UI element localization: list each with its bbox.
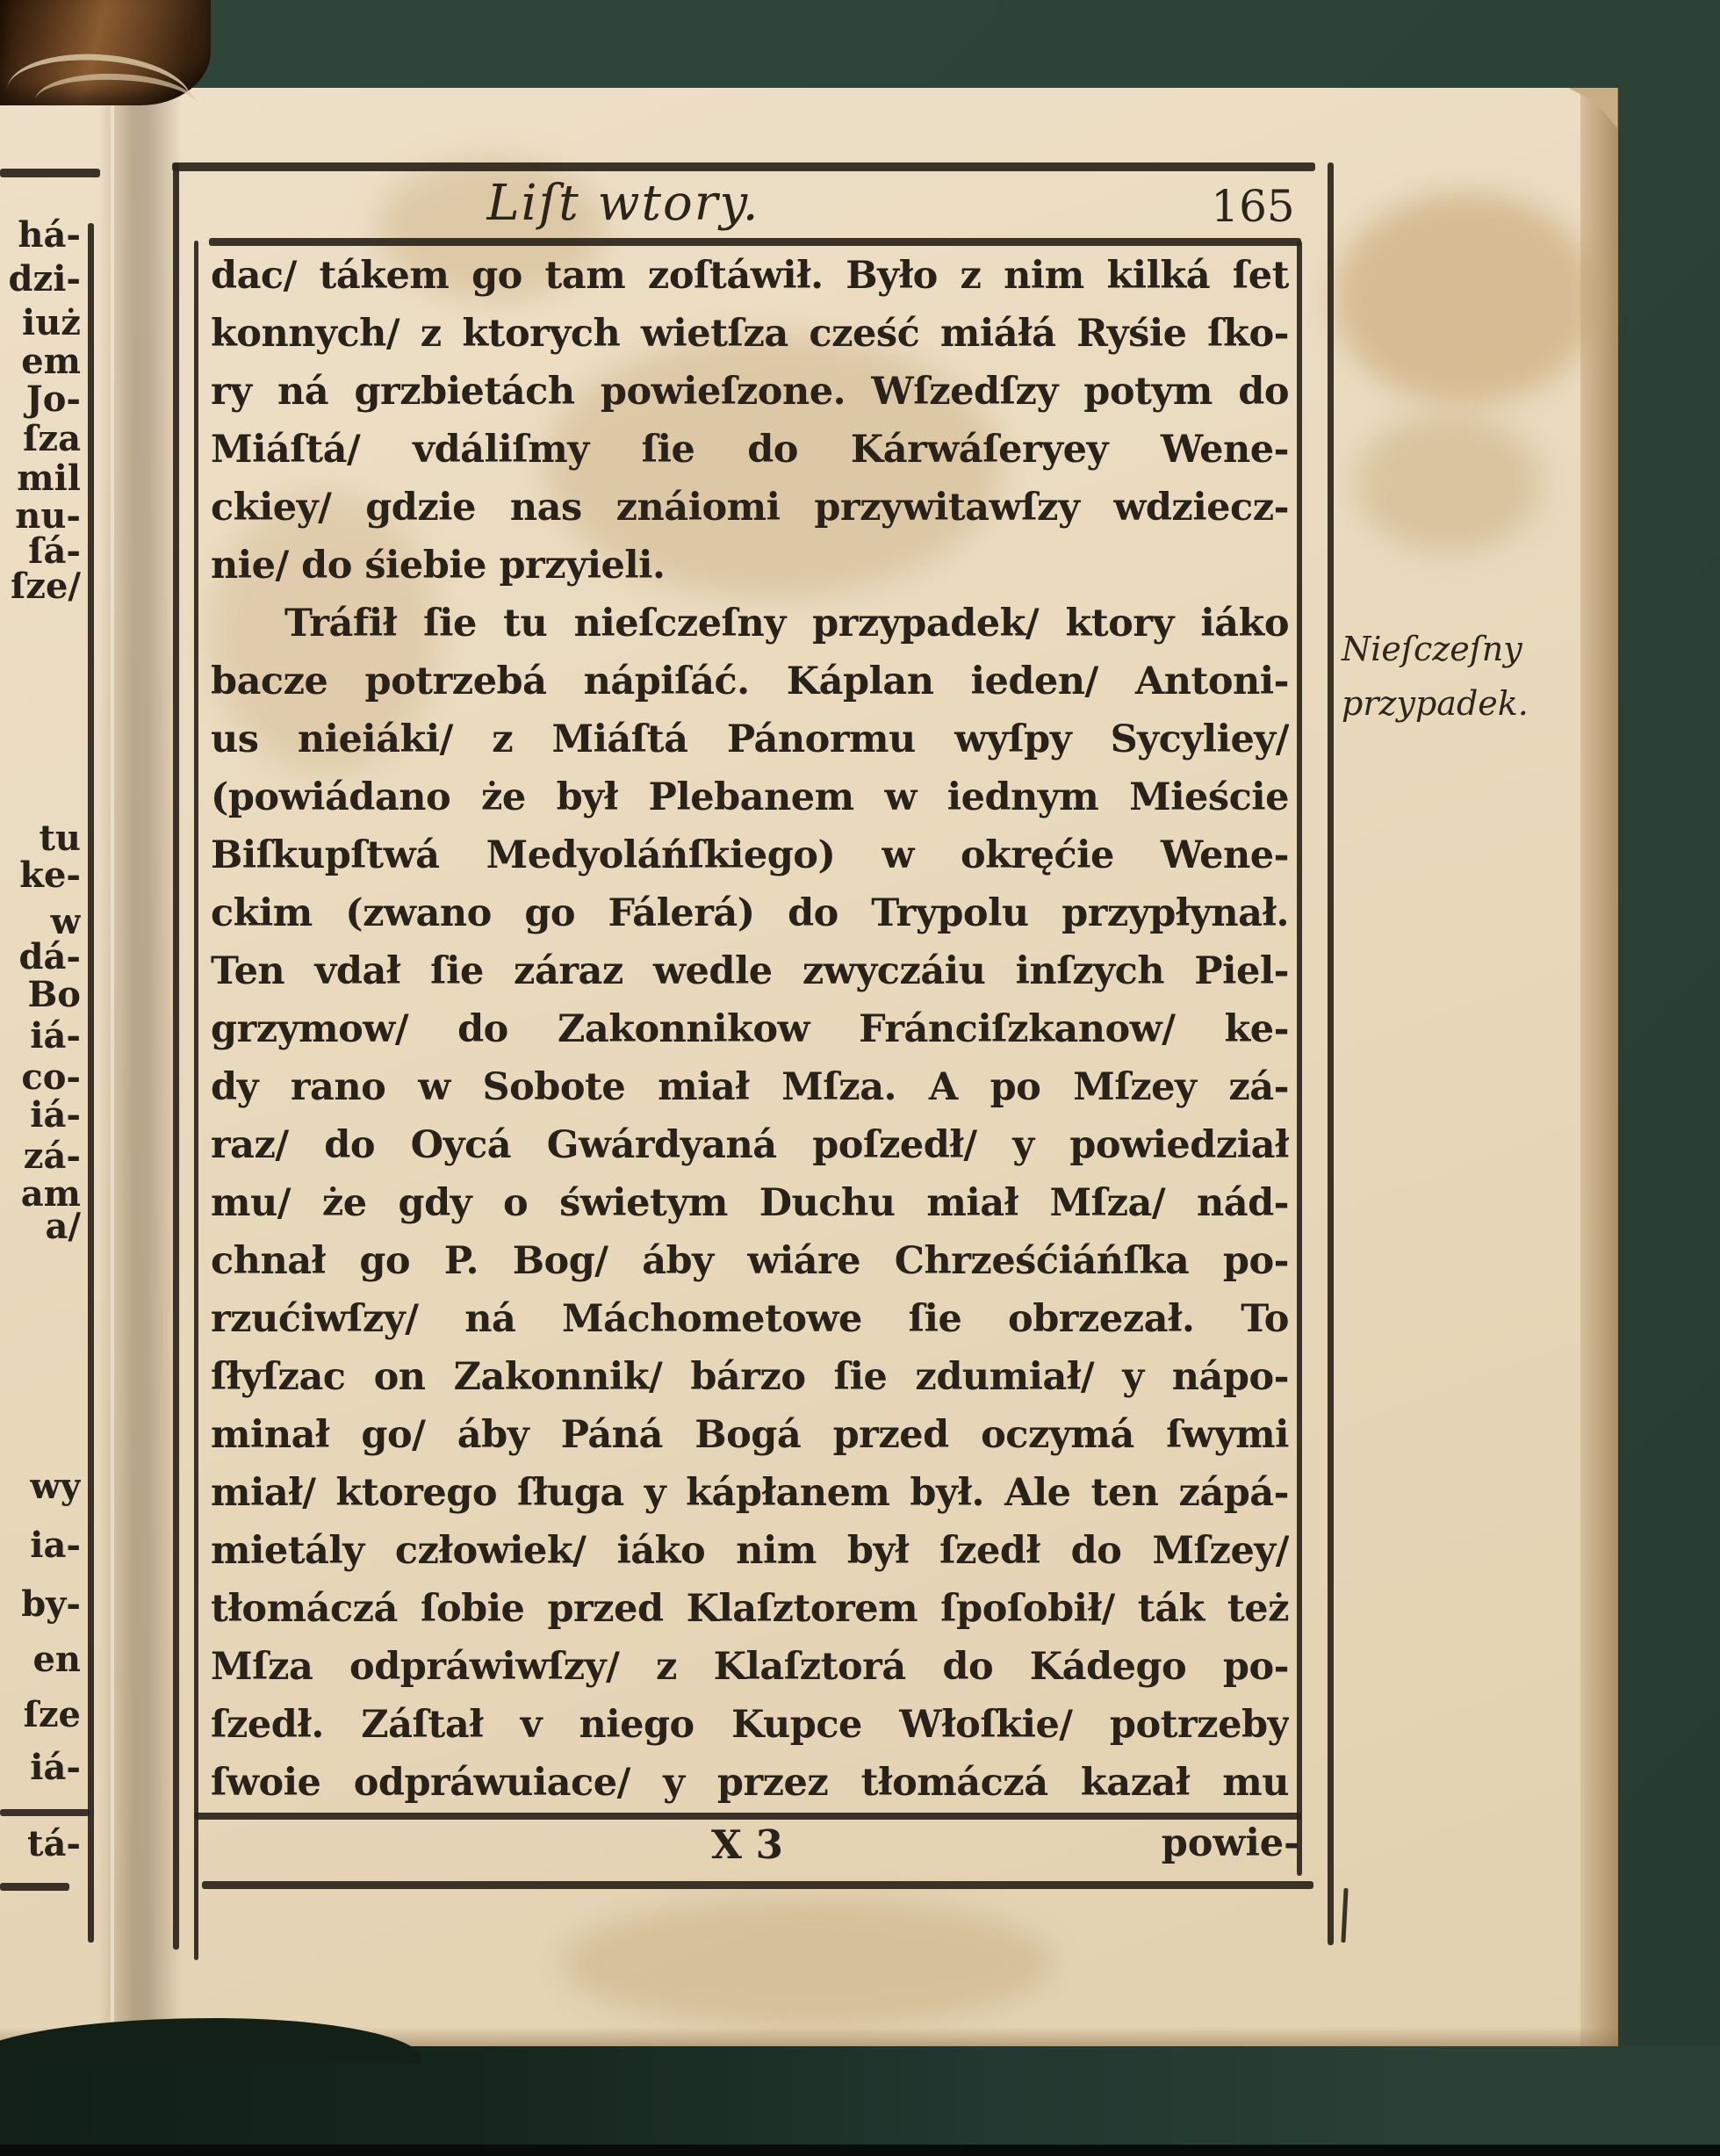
left-page-catchword: tá- xyxy=(27,1823,81,1864)
left-page-bottom-rule xyxy=(0,1809,90,1816)
left-page-fragment: wy xyxy=(30,1466,81,1507)
running-title: Liſt wtory. xyxy=(486,175,760,232)
left-page-fragment: ſza xyxy=(23,418,81,459)
left-page-fragment: ke- xyxy=(19,854,81,896)
body-line: Biſkupſtwá Medyoláńſkiego) w okręćie Wene- xyxy=(211,833,1289,877)
frame-left-outer-rule xyxy=(173,162,179,1950)
body-line: ſłyſzac on Zakonnik/ bárzo ſie zdumiał/ y nápo- xyxy=(211,1355,1289,1399)
left-page-top-rule xyxy=(0,169,100,177)
body-line: rzućiwſzy/ ná Máchometowe ſie obrzezał. To xyxy=(211,1297,1289,1341)
body-line: Miáſtá/ vdáliſmy ſie do Kárwáſeryey Wene- xyxy=(211,428,1289,472)
body-line: chnał go P. Bog/ áby wiáre Chrześćiáńſka po- xyxy=(211,1239,1289,1283)
left-page-fragment: há- xyxy=(18,214,81,256)
left-page-fragment: am xyxy=(20,1173,81,1215)
body-line: miał/ ktorego ſługa y kápłanem był. Ale ten zápá- xyxy=(211,1471,1289,1515)
body-line: us nieiáki/ z Miáſtá Pánormu wyſpy Sycyliey/ xyxy=(211,717,1289,761)
body-line: dac/ tákem go tam zoſtáwił. Było z nim kilká ſet xyxy=(211,254,1289,298)
left-page-fragment: mil xyxy=(17,458,81,499)
left-page-fragment: dzi- xyxy=(8,258,81,299)
left-page-fragment: a/ xyxy=(45,1206,81,1247)
body-line: Tráfił ſie tu nieſczeſny przypadek/ ktory iáko xyxy=(284,602,1289,645)
frame-bottom-rule xyxy=(202,1881,1313,1889)
left-page-fragment: en xyxy=(32,1639,81,1680)
body-line: Mſza odpráwiwſzy/ z Klaſztorá do Kádego po- xyxy=(211,1645,1289,1689)
left-page-fragment: iá- xyxy=(30,1747,81,1788)
body-line: konnych/ z ktorych wietſza cześć miáłá Ryśie ſko- xyxy=(211,312,1289,356)
left-page-fragment: co- xyxy=(21,1056,81,1098)
body-line: grzymow/ do Zakonnikow Fránciſzkanow/ ke- xyxy=(211,1007,1289,1051)
left-page-fragment: iá- xyxy=(30,1094,81,1136)
frame-right-outer-rule xyxy=(1328,162,1334,1945)
margin-note-line-2: przypadek. xyxy=(1342,684,1529,723)
body-line: ckiey/ gdzie nas znáiomi przywitawſzy wdziecz- xyxy=(211,486,1289,530)
page-number: 165 xyxy=(1211,181,1295,232)
body-line: mu/ że gdy o świetym Duchu miał Mſza/ nád- xyxy=(211,1181,1289,1225)
left-page-fragment: nu- xyxy=(15,495,81,537)
body-line: raz/ do Oycá Gwárdyaná poſzedł/ y powiedział xyxy=(211,1123,1289,1167)
left-page-fragment: by- xyxy=(21,1583,81,1625)
left-page-fragment: ſá- xyxy=(28,530,81,572)
gutter-page-edge-highlight xyxy=(111,97,114,2029)
frame-right-inner-rule xyxy=(1297,241,1302,1876)
body-line: nie/ do śiebie przyieli. xyxy=(211,544,666,588)
frame-left-inner-rule xyxy=(194,241,198,1960)
left-page-fragment: ia- xyxy=(30,1525,81,1566)
left-page-fragment: Jo- xyxy=(25,379,81,420)
body-line: bacze potrzebá nápiſáć. Káplan ieden/ Antoni- xyxy=(211,660,1289,703)
left-page-fragment: iá- xyxy=(30,1015,81,1056)
left-page-fragment: zá- xyxy=(23,1136,81,1177)
left-page-fragment: w xyxy=(50,901,81,942)
body-line: ſzedł. Záſtał v niego Kupce Włoſkie/ potrzeby xyxy=(211,1703,1289,1747)
left-page-fragment: ſze xyxy=(23,1694,81,1735)
margin-note-line-1: Nieſczeſny xyxy=(1342,630,1522,668)
body-line: ckim (zwano go Fálerá) do Trypolu przypłynał. xyxy=(211,891,1289,935)
gathering-signature: X 3 xyxy=(711,1821,783,1868)
left-page-fragment: em xyxy=(21,341,81,382)
body-line: mietály człowiek/ iáko nim był ſzedł do Mſzey/ xyxy=(211,1529,1289,1573)
body-line: dy rano w Sobote miał Mſza. A po Mſzey zá- xyxy=(211,1065,1289,1109)
body-line: minał go/ áby Páná Bogá przed oczymá ſwymi xyxy=(211,1413,1289,1457)
body-line: ſwoie odpráwuiace/ y przez tłomáczá kazał mu xyxy=(211,1761,1289,1805)
bottom-black-edge xyxy=(0,2145,1720,2156)
body-line: (powiádano że był Plebanem w iednym Mieście xyxy=(211,775,1289,819)
left-page-fragment: ſze/ xyxy=(11,566,81,607)
body-line: Ten vdał ſie záraz wedle zwyczáiu inſzych Piel- xyxy=(211,949,1289,993)
water-stain xyxy=(562,1897,1054,2029)
left-page-fragment: Bo xyxy=(27,974,81,1015)
left-page-fragment: dá- xyxy=(18,936,81,977)
left-page-fragment: tu xyxy=(39,818,81,859)
body-line: tłomáczá ſobie przed Klaſztorem ſpoſobił/ ták też xyxy=(211,1587,1289,1631)
header-underline-rule xyxy=(209,238,1301,246)
fore-edge-page-stack xyxy=(1580,88,1618,2046)
left-page-outer-bottom-rule xyxy=(0,1883,69,1891)
water-stain xyxy=(1335,193,1598,404)
left-page-fragment: iuż xyxy=(22,302,81,343)
body-line: ry ná grzbietách powieſzone. Wſzedſzy potym do xyxy=(211,370,1289,414)
catchword: powie- xyxy=(1161,1821,1299,1865)
left-page-border-rule xyxy=(88,223,94,1943)
water-stain xyxy=(1357,413,1541,553)
